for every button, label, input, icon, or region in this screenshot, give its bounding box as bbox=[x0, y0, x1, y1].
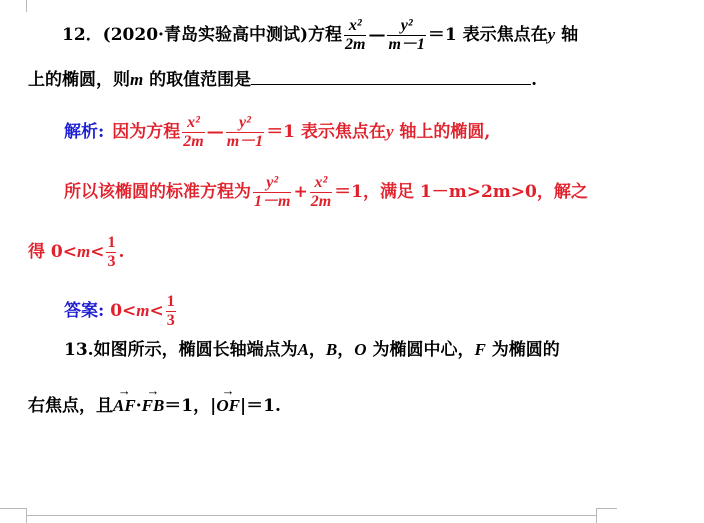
q12-line-2 bbox=[28, 68, 537, 90]
answer-line bbox=[64, 293, 178, 330]
fraction-numerator: y² bbox=[387, 17, 425, 36]
fraction-numerator: x² bbox=[344, 17, 366, 36]
period: . bbox=[531, 70, 538, 90]
frame-corner-bottom-left bbox=[0, 508, 27, 523]
vector-FB: → FB bbox=[142, 396, 165, 416]
q12-text: 的取值范围是 bbox=[143, 70, 252, 90]
solution-fraction-y bbox=[226, 114, 264, 151]
q13-text: 为椭圆中心， bbox=[366, 340, 475, 360]
q13-text: |＝1. bbox=[239, 396, 281, 416]
fraction-numerator: y² bbox=[253, 174, 291, 193]
fraction-denominator: 3 bbox=[166, 312, 175, 329]
q13-line-1 bbox=[64, 340, 560, 360]
comma: ， bbox=[337, 340, 355, 360]
frame-bottom-rule bbox=[26, 515, 596, 516]
answer-text: 0< bbox=[104, 301, 137, 321]
q13-text: 为椭圆的 bbox=[485, 340, 560, 360]
var-y: y bbox=[385, 122, 394, 141]
solution-line-2 bbox=[64, 174, 588, 211]
q12-text: 轴 bbox=[555, 25, 579, 45]
solution-label: 解析: bbox=[64, 122, 105, 142]
q12-fraction-x bbox=[344, 17, 366, 54]
fraction-numerator: 1 bbox=[107, 234, 116, 251]
solution-text: ＝1 表示焦点在 bbox=[266, 122, 386, 142]
fraction-denominator: 2m bbox=[310, 193, 332, 210]
fraction-numerator: x² bbox=[310, 174, 332, 193]
solution-text: 得 0< bbox=[28, 242, 77, 262]
solution-line-1 bbox=[64, 114, 490, 151]
q13-text: 13.如图所示，椭圆长轴端点为 bbox=[64, 340, 298, 360]
minus-sign: — bbox=[206, 122, 224, 142]
fraction-denominator: 3 bbox=[107, 253, 116, 270]
var-m: m bbox=[77, 242, 91, 261]
q12-text: 上的椭圆，则 bbox=[28, 70, 130, 90]
q12-text: 方程 bbox=[308, 25, 342, 45]
solution-line-3 bbox=[28, 234, 124, 271]
solution-text: ＝1，满足 1－m>2m>0，解之 bbox=[334, 182, 588, 202]
answer-fraction-third bbox=[166, 293, 176, 330]
solution-fraction-std-x bbox=[310, 174, 332, 211]
less-than: < bbox=[90, 242, 105, 262]
solution-fraction-third bbox=[106, 234, 116, 271]
fraction-denominator: 1－m bbox=[254, 193, 291, 210]
solution-fraction-std-y bbox=[253, 174, 291, 211]
fraction-numerator: y² bbox=[226, 114, 264, 133]
fraction-denominator: m－1 bbox=[388, 36, 425, 53]
var-B: B bbox=[325, 340, 338, 359]
var-A: A bbox=[297, 340, 309, 359]
fraction-numerator: 1 bbox=[166, 293, 175, 310]
var-O: O bbox=[354, 340, 367, 359]
solution-text: 因为方程 bbox=[112, 122, 181, 142]
q13-text: 右焦点，且 bbox=[28, 396, 113, 416]
var-y: y bbox=[547, 25, 556, 44]
answer-label: 答案: bbox=[64, 301, 105, 321]
vector-AF: → AF bbox=[113, 396, 136, 416]
less-than: < bbox=[149, 301, 164, 321]
q12-source: (2020·青岛实验高中测试) bbox=[102, 25, 308, 45]
q13-text: ＝1，| bbox=[164, 396, 217, 416]
minus-sign: — bbox=[368, 25, 386, 45]
var-m: m bbox=[136, 301, 150, 320]
solution-text: 轴上的椭圆, bbox=[393, 122, 491, 142]
fraction-denominator: 2m bbox=[345, 36, 366, 53]
vector-OF: → OF bbox=[216, 396, 240, 416]
solution-fraction-x bbox=[182, 114, 204, 151]
comma: ， bbox=[308, 340, 326, 360]
var-F: F bbox=[474, 340, 486, 359]
q12-text: ＝1 表示焦点在 bbox=[427, 25, 548, 45]
var-m: m bbox=[130, 70, 144, 89]
frame-corner-top-left bbox=[26, 0, 27, 12]
solution-text: 所以该椭圆的标准方程为 bbox=[64, 182, 251, 202]
q13-line-2 bbox=[28, 396, 281, 416]
q12-fraction-y bbox=[387, 17, 425, 54]
fraction-denominator: 2m bbox=[183, 133, 204, 150]
answer-blank bbox=[251, 68, 531, 85]
q12-line-1 bbox=[62, 17, 578, 54]
dot-product: · bbox=[135, 396, 142, 416]
period: . bbox=[118, 242, 125, 262]
q12-number: 12． bbox=[62, 25, 103, 45]
plus-sign: + bbox=[293, 182, 308, 202]
frame-corner-bottom-right bbox=[596, 508, 617, 523]
fraction-denominator: m－1 bbox=[226, 133, 264, 150]
fraction-numerator: x² bbox=[182, 114, 204, 133]
